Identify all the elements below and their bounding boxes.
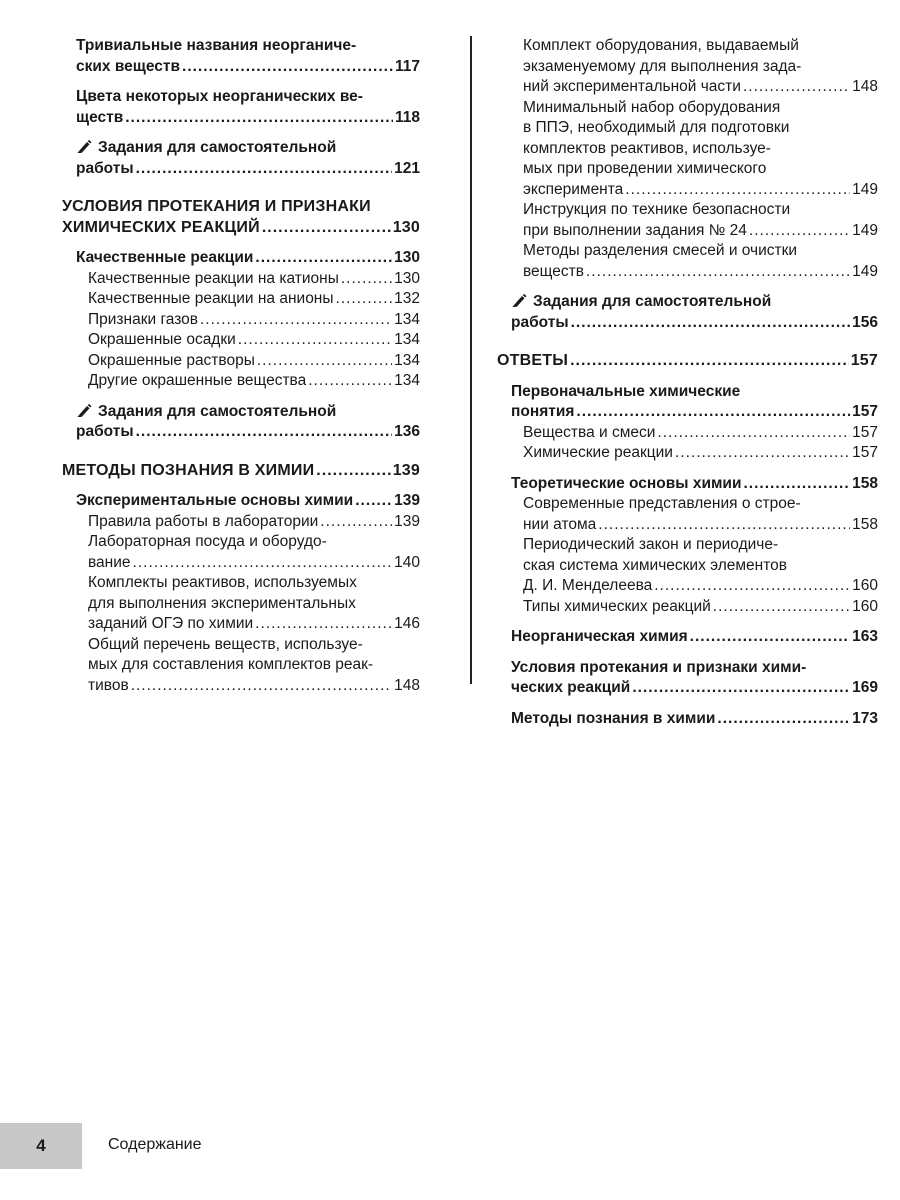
toc-entry-section	[62, 248, 420, 269]
toc-entry-last-line	[511, 402, 878, 423]
dot-leader	[308, 371, 392, 392]
toc-entry-text: Общий перечень веществ, используе-	[88, 635, 363, 653]
toc-entry-line	[511, 382, 878, 403]
toc-entry-text: Лабораторная посуда и оборудо-	[88, 533, 327, 550]
toc-entry-title: Другие окрашенные вещества	[88, 372, 307, 389]
toc-page-number: 149	[852, 262, 878, 280]
toc-entry-section	[497, 382, 878, 423]
toc-entry-title: МЕТОДЫ ПОЗНАНИЯ В ХИМИИ	[62, 461, 315, 479]
toc-entry-line	[88, 594, 420, 615]
toc-page-number: 157	[852, 444, 878, 461]
dot-leader	[570, 351, 849, 372]
running-footer-label: Содержание	[108, 1136, 202, 1153]
toc-entry-section	[497, 627, 878, 648]
toc-entry-last-line	[523, 221, 878, 242]
toc-entry-task	[62, 138, 420, 179]
toc-entry-text: Задания для самостоятельной	[98, 402, 337, 420]
dot-leader	[675, 443, 850, 464]
toc-page-number: 149	[852, 221, 878, 239]
toc-page-number: 118	[394, 108, 420, 126]
toc-entry-title: работы	[511, 313, 569, 331]
toc-entry-sub	[62, 532, 420, 573]
toc-entry-task	[62, 402, 420, 443]
toc-entry-line	[76, 36, 420, 57]
dot-leader	[125, 108, 393, 129]
toc-entry-title: Неорганическая химия	[511, 628, 688, 645]
toc-page-number: 163	[852, 628, 878, 645]
dot-leader	[341, 269, 392, 290]
toc-entry-line	[523, 36, 878, 57]
toc-entry-text: Современные представления о строе-	[523, 495, 801, 512]
toc-entry-line	[523, 57, 878, 78]
toc-page-number: 160	[852, 597, 878, 615]
dot-leader	[598, 515, 850, 536]
toc-entry-section	[62, 36, 420, 77]
toc-entry-sub	[497, 241, 878, 282]
toc-entry-last-line	[523, 423, 878, 444]
toc-page-number: 146	[394, 615, 420, 632]
toc-entry-text: Периодический закон и периодиче-	[523, 536, 779, 553]
dot-leader	[320, 512, 392, 533]
toc-entry-section	[497, 474, 878, 495]
dot-leader	[355, 491, 392, 512]
toc-entry-section	[497, 709, 878, 730]
toc-page-number: 148	[394, 676, 420, 694]
toc-entry-last-line	[76, 422, 420, 443]
toc-entry-last-line	[62, 461, 420, 482]
dot-leader	[749, 221, 850, 242]
toc-entry-last-line	[76, 491, 420, 512]
dot-leader	[131, 676, 392, 697]
toc-entry-line	[76, 138, 420, 159]
dot-leader	[625, 180, 850, 201]
toc-entry-last-line	[523, 443, 878, 464]
toc-entry-title: ществ	[76, 108, 124, 126]
toc-entry-text: Условия протекания и признаки хими-	[511, 658, 807, 676]
toc-entry-title: понятия	[511, 403, 575, 420]
toc-entry-title: Окрашенные растворы	[88, 351, 255, 369]
toc-entry-title: Типы химических реакций	[523, 597, 711, 615]
toc-page-number: 132	[394, 290, 420, 307]
toc-entry-text: Цвета некоторых неорганических ве-	[76, 88, 363, 105]
toc-entry-text: Первоначальные химические	[511, 382, 741, 400]
toc-entry-text: Тривиальные названия неорганиче-	[76, 37, 357, 54]
toc-entry-sub	[497, 36, 878, 98]
toc-entry-sub	[497, 535, 878, 597]
toc-entry-last-line	[76, 57, 420, 78]
toc-entry-last-line	[511, 474, 878, 495]
dot-leader	[136, 159, 393, 180]
column-divider	[470, 36, 472, 684]
dot-leader	[262, 218, 391, 239]
toc-entry-sub	[62, 351, 420, 372]
toc-entry-last-line	[88, 553, 420, 574]
dot-leader	[743, 77, 850, 98]
toc-entry-last-line	[76, 108, 420, 129]
toc-entry-text: Минимальный набор оборудования	[523, 98, 781, 116]
toc-entry-section	[62, 87, 420, 128]
toc-entry-last-line	[88, 289, 420, 310]
toc-entry-sub	[62, 512, 420, 533]
dot-leader	[654, 576, 850, 597]
toc-page-number: 134	[394, 310, 420, 328]
toc-entry-title: работы	[76, 159, 134, 177]
toc-entry-title: Окрашенные осадки	[88, 331, 236, 348]
toc-page-number: 160	[852, 577, 878, 594]
toc-entry-last-line	[523, 515, 878, 536]
toc-entry-last-line	[88, 269, 420, 290]
toc-entry-line	[88, 573, 420, 594]
toc-page-number: 139	[392, 461, 420, 479]
toc-entry-line	[523, 159, 878, 180]
toc-entry-title: Качественные реакции на анионы	[88, 290, 334, 307]
toc-entry-line	[523, 139, 878, 160]
toc-page-number: 139	[394, 512, 420, 530]
toc-entry-title: Д. И. Менделеева	[523, 577, 653, 594]
toc-page-number: 130	[394, 249, 420, 266]
toc-entry-last-line	[88, 371, 420, 392]
dot-leader	[744, 474, 851, 495]
toc-entry-last-line	[497, 351, 878, 372]
toc-entry-last-line	[523, 180, 878, 201]
toc-entry-text: Комплект оборудования, выдаваемый	[523, 37, 799, 54]
toc-page-number: 140	[394, 553, 420, 571]
toc-entry-section	[62, 491, 420, 512]
pencil-icon	[76, 139, 92, 153]
toc-entry-text: Методы разделения смесей и очистки	[523, 242, 798, 259]
toc-entry-title: ских веществ	[76, 57, 181, 75]
dot-leader	[576, 402, 850, 423]
dot-leader	[336, 289, 393, 310]
toc-page-number: 157	[852, 423, 878, 441]
toc-entry-last-line	[76, 159, 420, 180]
toc-entry-sub	[62, 269, 420, 290]
toc-page-number: 136	[394, 423, 420, 440]
toc-entry-line	[523, 200, 878, 221]
toc-entry-last-line	[511, 709, 878, 730]
toc-page-number: 117	[394, 57, 420, 75]
dot-leader	[182, 57, 393, 78]
dot-leader	[136, 422, 393, 443]
toc-entry-title: Качественные реакции на катионы	[88, 269, 339, 287]
toc-entry-sub	[62, 371, 420, 392]
toc-entry-line	[523, 98, 878, 119]
toc-entry-sub	[497, 443, 878, 464]
toc-entry-sub	[62, 330, 420, 351]
toc-page-number: 156	[852, 313, 878, 331]
page-number: 4	[36, 1136, 46, 1155]
toc-entry-sub	[62, 289, 420, 310]
toc-entry-line	[523, 241, 878, 262]
toc-entry-title: вание	[88, 553, 131, 571]
toc-entry-sub	[62, 573, 420, 635]
toc-entry-title: тивов	[88, 676, 129, 694]
toc-entry-line	[88, 532, 420, 553]
dot-leader	[257, 351, 392, 372]
toc-entry-chapter	[497, 351, 878, 372]
toc-page-number: 148	[852, 78, 878, 95]
toc-page-number: 130	[392, 218, 420, 236]
toc-entry-last-line	[76, 248, 420, 269]
dot-leader	[133, 553, 393, 574]
toc-entry-title: Экспериментальные основы химии	[76, 492, 354, 509]
toc-entry-sub	[497, 98, 878, 201]
toc-entry-sub	[62, 635, 420, 697]
toc-entry-sub	[497, 423, 878, 444]
toc-page-number: 157	[850, 352, 878, 369]
toc-entry-title: эксперимента	[523, 180, 624, 198]
toc-entry-title: ческих реакций	[511, 679, 631, 696]
toc-page-number: 149	[852, 180, 878, 198]
toc-entry-line	[62, 197, 420, 218]
toc-entry-last-line	[511, 678, 878, 699]
toc-entry-title: Признаки газов	[88, 310, 198, 328]
toc-entry-title: при выполнении задания № 24	[523, 221, 747, 239]
toc-entry-sub	[497, 200, 878, 241]
toc-entry-sub	[62, 310, 420, 331]
page-number-box	[0, 1123, 82, 1169]
toc-page-number: 158	[852, 515, 878, 533]
toc-entry-line	[511, 658, 878, 679]
toc-entry-section	[497, 658, 878, 699]
toc-entry-title: заданий ОГЭ по химии	[88, 615, 254, 632]
toc-entry-title: нии атома	[523, 515, 597, 533]
toc-entry-last-line	[62, 218, 420, 239]
toc-entry-line	[523, 556, 878, 577]
toc-entry-text: УСЛОВИЯ ПРОТЕКАНИЯ И ПРИЗНАКИ	[62, 198, 371, 215]
toc-entry-last-line	[523, 597, 878, 618]
toc-page-number: 134	[394, 331, 420, 348]
toc-left-column	[62, 36, 420, 696]
toc-entry-title: Химические реакции	[523, 444, 673, 461]
toc-entry-line	[511, 292, 878, 313]
toc-right-column	[497, 36, 878, 729]
toc-entry-last-line	[88, 310, 420, 331]
dot-leader	[657, 423, 850, 444]
toc-entry-line	[88, 655, 420, 676]
toc-entry-text: Инструкция по технике безопасности	[523, 201, 791, 218]
toc-entry-last-line	[511, 313, 878, 334]
toc-entry-last-line	[88, 614, 420, 635]
pencil-icon	[511, 293, 527, 307]
toc-entry-text: для выполнения экспериментальных	[88, 594, 356, 612]
toc-entry-title: Правила работы в лаборатории	[88, 512, 319, 530]
dot-leader	[316, 461, 390, 482]
toc-entry-line	[88, 635, 420, 656]
toc-entry-title: Теоретические основы химии	[511, 474, 742, 492]
toc-entry-text: Комплекты реактивов, используемых	[88, 574, 357, 591]
toc-entry-last-line	[523, 77, 878, 98]
toc-entry-title: работы	[76, 423, 134, 440]
toc-entry-title: Методы познания в химии	[511, 709, 716, 727]
toc-entry-last-line	[88, 512, 420, 533]
pencil-icon	[76, 403, 92, 417]
toc-entry-text: экзаменуемому для выполнения зада-	[523, 57, 802, 75]
toc-entry-text: Задания для самостоятельной	[98, 139, 337, 156]
toc-entry-last-line	[88, 676, 420, 697]
toc-entry-last-line	[88, 330, 420, 351]
toc-entry-last-line	[523, 262, 878, 283]
toc-entry-text: мых при проведении химического	[523, 160, 767, 177]
dot-leader	[255, 614, 392, 635]
toc-entry-text: ская система химических элементов	[523, 556, 787, 574]
toc-entry-text: Задания для самостоятельной	[533, 293, 772, 310]
dot-leader	[713, 597, 850, 618]
dot-leader	[632, 678, 850, 699]
toc-entry-line	[76, 402, 420, 423]
toc-entry-sub	[497, 494, 878, 535]
dot-leader	[200, 310, 392, 331]
toc-page-number: 139	[394, 492, 420, 509]
toc-page-number: 130	[394, 269, 420, 287]
dot-leader	[255, 248, 392, 269]
dot-leader	[690, 627, 850, 648]
dot-leader	[238, 330, 392, 351]
toc-entry-line	[523, 494, 878, 515]
dot-leader	[586, 262, 850, 283]
toc-entry-title: Качественные реакции	[76, 249, 254, 266]
toc-page-number: 173	[852, 709, 878, 727]
toc-entry-title: ХИМИЧЕСКИХ РЕАКЦИЙ	[62, 218, 260, 236]
toc-entry-last-line	[511, 627, 878, 648]
toc-entry-text: в ППЭ, необходимый для подготовки	[523, 119, 790, 136]
toc-entry-title: ний экспериментальной части	[523, 78, 741, 95]
toc-entry-last-line	[88, 351, 420, 372]
toc-entry-last-line	[523, 576, 878, 597]
toc-entry-sub	[497, 597, 878, 618]
toc-entry-chapter	[62, 461, 420, 482]
toc-entry-title: ОТВЕТЫ	[497, 352, 569, 369]
toc-entry-task	[497, 292, 878, 333]
toc-page-number: 134	[394, 351, 420, 369]
toc-entry-line	[523, 535, 878, 556]
toc-page-number: 134	[394, 372, 420, 389]
toc-entry-line	[523, 118, 878, 139]
toc-page-number: 121	[394, 159, 420, 177]
toc-page-number: 169	[852, 679, 878, 696]
toc-entry-title: Вещества и смеси	[523, 423, 656, 441]
toc-entry-text: комплектов реактивов, используе-	[523, 139, 771, 157]
toc-entry-text: мых для составления комплектов реак-	[88, 656, 374, 673]
toc-page-number: 157	[852, 403, 878, 420]
toc-entry-title: веществ	[523, 262, 584, 280]
dot-leader	[571, 313, 851, 334]
toc-page-number: 158	[852, 474, 878, 492]
dot-leader	[717, 709, 850, 730]
toc-entry-chapter	[62, 197, 420, 238]
toc-entry-line	[76, 87, 420, 108]
